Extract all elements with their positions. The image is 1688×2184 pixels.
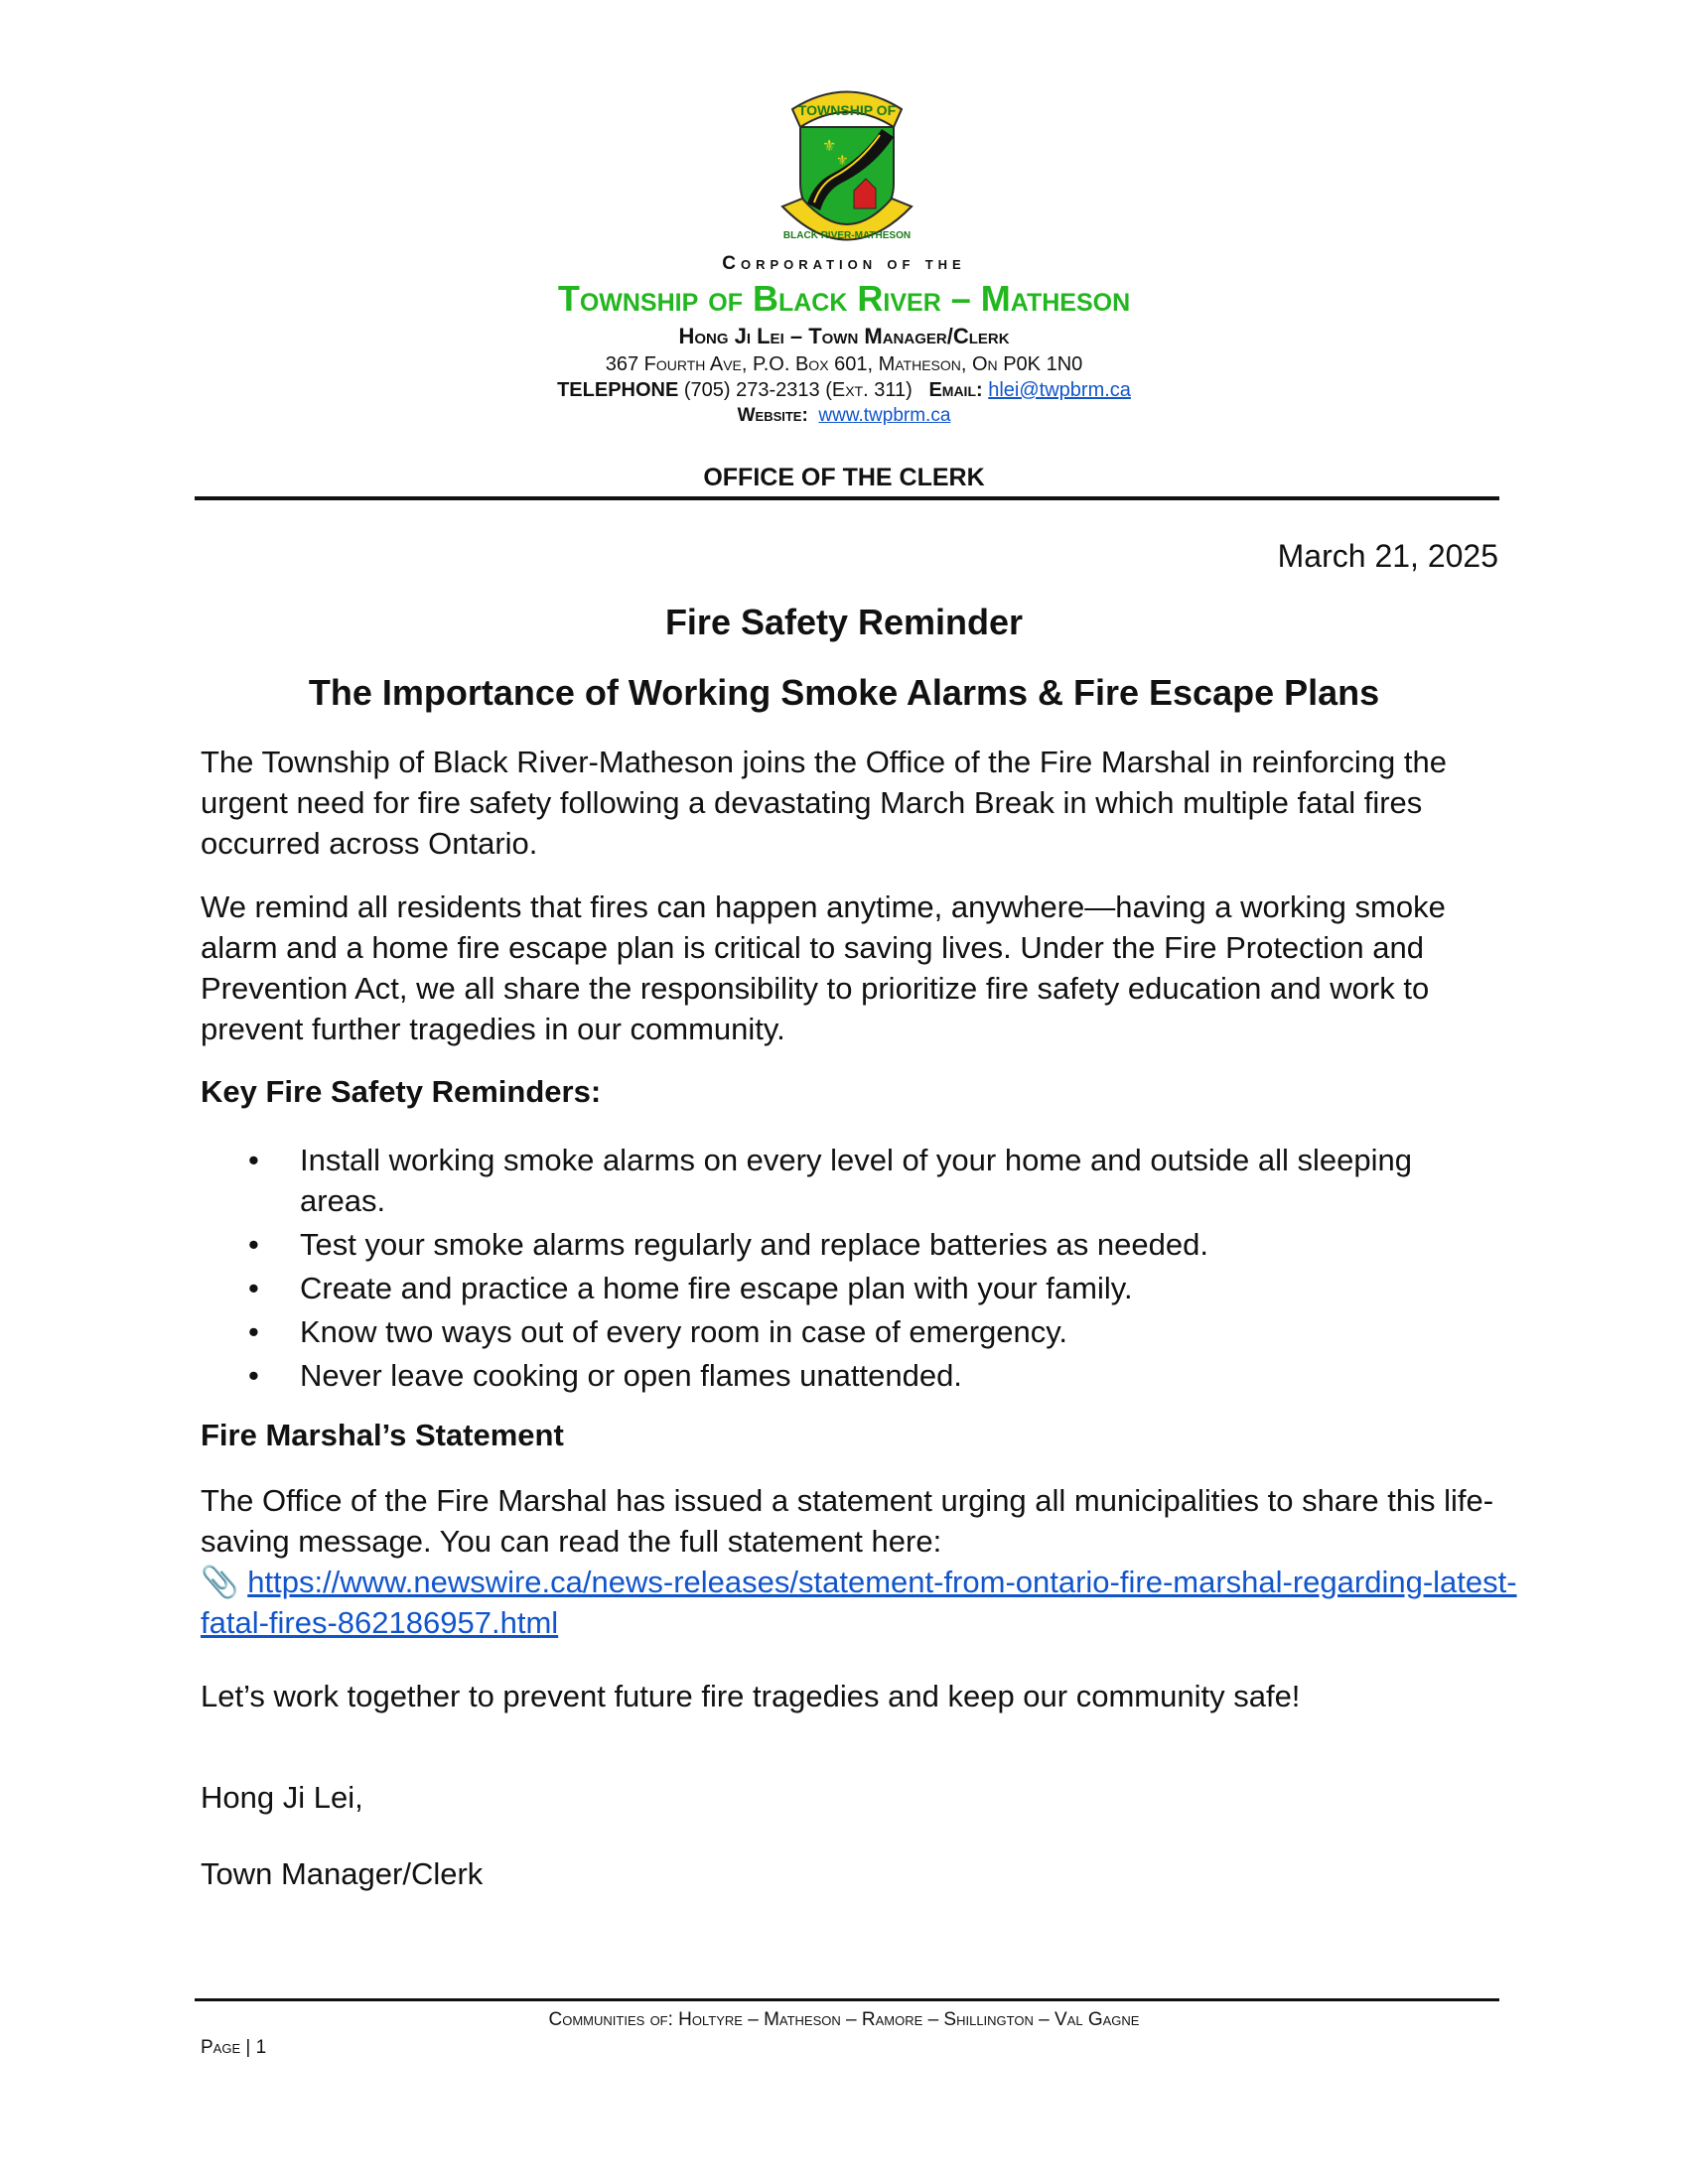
list-item-text: Create and practice a home fire escape plan with your family. xyxy=(300,1271,1133,1305)
marshal-statement-heading: Fire Marshal’s Statement xyxy=(201,1418,564,1452)
list-item-text: Never leave cooking or open flames unattended. xyxy=(300,1358,962,1393)
paragraph-reminder: We remind all residents that fires can happen anytime, anywhere—having a working smoke alarm and a home fire escape plan is critical to saving lives. Under the Fire Protection and Prevention Act, we all share the responsibility to prioritize fire safety education and work to prevent further tragedies in our community. xyxy=(201,889,1446,1046)
email-link[interactable]: hlei@twpbrm.ca xyxy=(988,379,1131,401)
statement-text: The Office of the Fire Marshal has issued a statement urging all municipalities to share this life-saving message. You can read the full statement here: xyxy=(201,1483,1494,1559)
contact-line: TELEPHONE (705) 273-2313 (Ext. 311) Email: hlei@twpbrm.ca xyxy=(557,379,1131,401)
bullet-icon: • xyxy=(248,1271,259,1305)
key-reminders-heading: Key Fire Safety Reminders: xyxy=(201,1074,602,1109)
address-line: 367 Fourth Ave, P.O. Box 601, Matheson, On P0K 1N0 xyxy=(605,353,1083,375)
township-crest-logo xyxy=(763,79,931,248)
telephone-label: TELEPHONE xyxy=(557,379,679,401)
list-item xyxy=(201,1140,1491,1221)
list-item xyxy=(201,1311,1491,1352)
page-number: Page | 1 xyxy=(201,2037,267,2058)
svg-text:⚜: ⚜ xyxy=(836,152,849,168)
paragraph-intro: The Township of Black River-Matheson joins the Office of the Fire Marshal in reinforcing the urgent need for fire safety following a devastating March Break in which multiple fatal fires occurred across Ontario. xyxy=(201,745,1447,861)
bullet-icon: • xyxy=(248,1227,259,1262)
page-label: Page xyxy=(201,2037,241,2058)
paperclip-icon: 📎 xyxy=(201,1565,239,1599)
website-link[interactable]: www.twpbrm.ca xyxy=(818,405,951,426)
list-item xyxy=(201,1224,1491,1265)
header-divider xyxy=(195,496,1499,500)
letter-title: Fire Safety Reminder xyxy=(664,602,1024,642)
bullet-icon: • xyxy=(248,1143,259,1177)
bullet-icon: • xyxy=(248,1358,259,1393)
list-item xyxy=(201,1268,1491,1308)
svg-text:TOWNSHIP OF: TOWNSHIP OF xyxy=(797,102,897,118)
website-label: Website xyxy=(737,405,802,426)
bullet-icon: • xyxy=(248,1314,259,1349)
telephone-value: (705) 273-2313 (Ext. 311) xyxy=(683,379,913,401)
signature-name: Hong Ji Lei, xyxy=(201,1780,363,1815)
list-item-text: Test your smoke alarms regularly and replace batteries as needed. xyxy=(300,1227,1208,1262)
letter-subtitle: The Importance of Working Smoke Alarms & Fire Escape Plans xyxy=(308,672,1380,713)
township-name: Township of Black River – Matheson xyxy=(557,278,1131,319)
corporation-label: Corporation of the xyxy=(722,253,966,274)
list-item-text: Install working smoke alarms on every level of your home and outside all sleeping areas. xyxy=(300,1143,1413,1218)
statement-link[interactable]: https://www.newswire.ca/news-releases/statement-from-ontario-fire-marshal-regarding-latest-fatal-fires-862186957.html xyxy=(201,1565,1517,1640)
paragraph-closing: Let’s work together to prevent future fire tragedies and keep our community safe! xyxy=(201,1679,1301,1713)
manager-line: Hong Ji Lei – Town Manager/Clerk xyxy=(678,324,1010,348)
email-label: Email xyxy=(928,379,976,401)
svg-text:BLACK RIVER-MATHESON: BLACK RIVER-MATHESON xyxy=(782,230,912,241)
svg-text:⚜: ⚜ xyxy=(822,138,837,155)
communities-footer: Communities of: Holtyre – Matheson – Ramore – Shillington – Val Gagne xyxy=(548,2009,1140,2030)
footer-divider xyxy=(195,1998,1499,2001)
list-item xyxy=(201,1355,1491,1396)
reminders-list xyxy=(201,1140,1491,1399)
signature-title: Town Manager/Clerk xyxy=(201,1856,484,1891)
office-heading: OFFICE OF THE CLERK xyxy=(703,464,985,491)
letter-date: March 21, 2025 xyxy=(1277,538,1498,574)
paragraph-statement xyxy=(201,1480,1521,1643)
page-value: 1 xyxy=(255,2037,267,2058)
website-line: Website: www.twpbrm.ca xyxy=(737,405,951,426)
list-item-text: Know two ways out of every room in case of emergency. xyxy=(300,1314,1068,1349)
